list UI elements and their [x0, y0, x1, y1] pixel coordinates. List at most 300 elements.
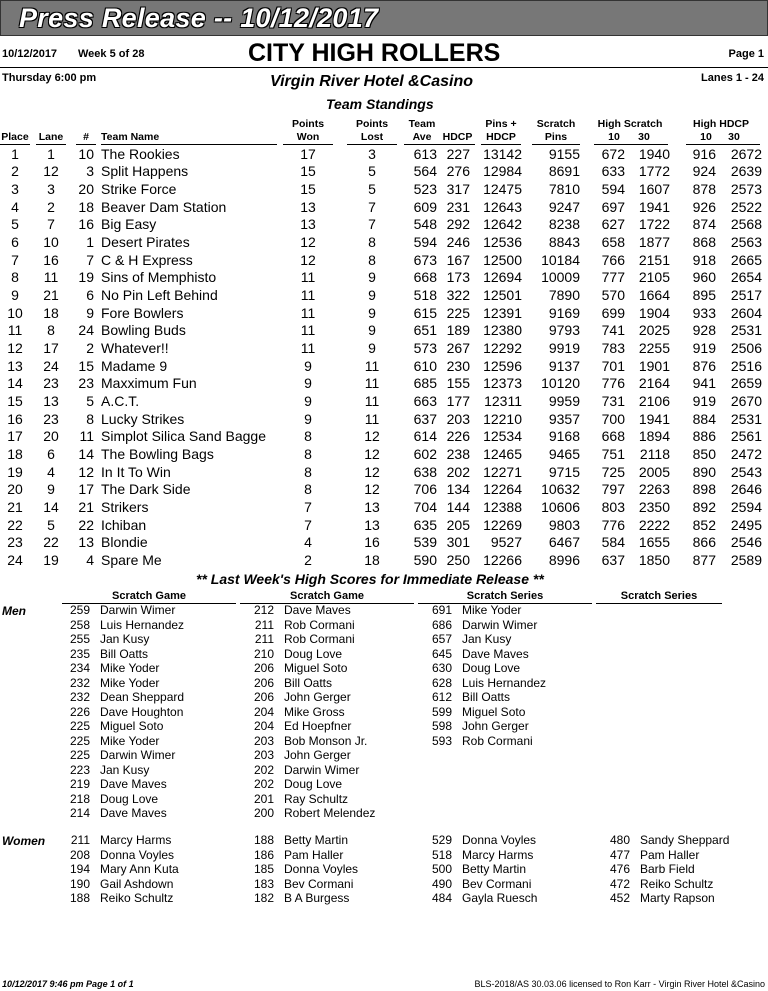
table-row: [0, 464, 768, 482]
cell-lost: 5: [368, 163, 376, 180]
score: 480: [609, 833, 630, 847]
score: 518: [431, 847, 452, 862]
score: 194: [69, 862, 90, 876]
col-place: Place: [1, 131, 29, 143]
table-row: [0, 163, 768, 181]
cell-lane: 22: [43, 534, 59, 551]
cell-ave: 638: [413, 463, 437, 480]
col-scratch-top: Scratch: [536, 118, 576, 130]
cell-lane: 23: [43, 375, 59, 392]
score: 645: [431, 646, 452, 661]
cell-hh10: 895: [692, 286, 716, 303]
cell-lane: 13: [43, 393, 59, 410]
cell-won: 8: [304, 446, 312, 463]
cell-number: 12: [78, 463, 94, 480]
table-row: [0, 340, 768, 358]
score: 206: [253, 675, 274, 690]
table-row: [0, 499, 768, 517]
score: 186: [253, 847, 274, 862]
cell-place: 20: [7, 481, 23, 498]
score: 203: [253, 733, 274, 748]
cell-scratch: 9169: [548, 304, 580, 321]
score: 203: [253, 748, 274, 762]
table-row: [0, 393, 768, 411]
cell-scratch: 8691: [548, 163, 580, 180]
cell-pins: 12271: [483, 463, 522, 480]
cell-hdcp: 292: [446, 216, 470, 233]
cell-number: 7: [86, 251, 94, 268]
cell-hdcp: 250: [446, 552, 470, 569]
cell-team: No Pin Left Behind: [101, 286, 218, 303]
bowler-name: Mike Gross: [284, 704, 345, 719]
cell-ave: 539: [413, 534, 437, 551]
cell-ave: 637: [413, 410, 437, 427]
cell-hdcp: 173: [446, 269, 470, 286]
cell-hh10: 850: [692, 446, 716, 463]
cell-pins: 12380: [483, 322, 522, 339]
cell-hh10: 877: [692, 552, 716, 569]
cell-lost: 9: [368, 304, 376, 321]
cell-number: 14: [78, 446, 94, 463]
table-row: [0, 199, 768, 217]
score: 476: [609, 862, 630, 876]
cell-hh10: 886: [692, 428, 716, 445]
cell-lane: 23: [43, 410, 59, 427]
cell-ave: 651: [413, 322, 437, 339]
cell-hh10: 960: [692, 269, 716, 286]
cell-pins: 12465: [483, 446, 522, 463]
cell-hh30: 2573: [730, 180, 762, 197]
cell-ave: 706: [413, 481, 437, 498]
cell-number: 22: [78, 516, 94, 533]
cell-hs10: 633: [601, 163, 625, 180]
col-hdcp: HDCP: [442, 131, 473, 143]
section-scratch-game-2: Scratch Game: [240, 590, 414, 604]
col-won-top: Points: [291, 118, 325, 130]
score: 255: [69, 632, 90, 646]
cell-lost: 13: [364, 516, 380, 533]
cell-won: 9: [304, 393, 312, 410]
cell-place: 16: [7, 410, 23, 427]
bowler-name: Sandy Sheppard: [640, 833, 730, 847]
bowler-name: Dave Maves: [100, 806, 167, 820]
cell-pins: 12391: [483, 304, 522, 321]
women-label: Women: [2, 834, 46, 848]
banner-title: Press Release -- 10/12/2017: [19, 3, 379, 33]
cell-ave: 615: [413, 304, 437, 321]
cell-won: 4: [304, 534, 312, 551]
cell-number: 18: [78, 198, 94, 215]
page-number: Page 1: [728, 48, 764, 60]
cell-hh10: 876: [692, 357, 716, 374]
score: 211: [254, 632, 274, 646]
col-high-hdcp: High HDCP: [693, 118, 749, 130]
cell-hs30: 2164: [638, 375, 670, 392]
high-scores-title: ** Last Week's High Scores for Immediate Release **: [196, 571, 544, 587]
cell-hs30: 1655: [638, 534, 670, 551]
table-row: [0, 428, 768, 446]
cell-won: 11: [300, 304, 316, 321]
footer-left: 10/12/2017 9:46 pm Page 1 of 1: [2, 979, 134, 989]
cell-place: 24: [7, 552, 23, 569]
cell-scratch: 9803: [548, 516, 580, 533]
score: 691: [431, 603, 452, 617]
bowler-name: Bill Oatts: [284, 675, 333, 690]
cell-won: 15: [300, 180, 316, 197]
score: 200: [253, 806, 274, 820]
cell-lane: 10: [43, 233, 59, 250]
cell-hs10: 783: [601, 339, 625, 356]
bowler-name: Rob Cormani: [284, 632, 355, 646]
cell-pins: 12500: [483, 251, 522, 268]
cell-place: 23: [7, 534, 23, 551]
cell-team: The Bowling Bags: [101, 446, 214, 463]
cell-hs10: 699: [601, 304, 625, 321]
cell-team: Split Happens: [101, 163, 189, 180]
cell-scratch: 9959: [548, 393, 580, 410]
cell-hh10: 933: [692, 304, 716, 321]
score: 477: [609, 847, 630, 862]
cell-lost: 18: [364, 552, 380, 569]
score: 259: [69, 603, 90, 617]
cell-lost: 8: [368, 233, 376, 250]
cell-hh30: 2472: [730, 446, 762, 463]
cell-lost: 12: [364, 481, 380, 498]
bowler-name: Dave Houghton: [100, 704, 184, 719]
cell-place: 18: [7, 446, 23, 463]
cell-number: 5: [86, 393, 94, 410]
cell-place: 1: [11, 145, 19, 162]
cell-ave: 548: [413, 216, 437, 233]
cell-hh30: 2517: [730, 286, 762, 303]
cell-team: The Rookies: [101, 145, 180, 162]
cell-won: 13: [300, 216, 316, 233]
cell-hs30: 1850: [638, 552, 670, 569]
cell-place: 5: [11, 216, 19, 233]
cell-scratch: 9155: [548, 145, 580, 162]
score: 208: [69, 847, 90, 862]
cell-place: 8: [11, 269, 19, 286]
score: 452: [609, 891, 630, 905]
cell-won: 12: [300, 233, 316, 250]
cell-ave: 610: [413, 357, 437, 374]
cell-hh10: 928: [692, 322, 716, 339]
cell-hdcp: 167: [446, 251, 470, 268]
score: 225: [69, 748, 90, 762]
cell-place: 10: [7, 304, 23, 321]
cell-hh30: 2563: [730, 233, 762, 250]
cell-place: 11: [7, 322, 23, 339]
bowler-name: B A Burgess: [284, 891, 350, 905]
cell-lost: 9: [368, 322, 376, 339]
cell-hs10: 658: [601, 233, 625, 250]
cell-hs30: 1940: [638, 145, 670, 162]
cell-scratch: 6467: [548, 534, 580, 551]
cell-place: 7: [11, 251, 19, 268]
cell-pins: 12536: [483, 233, 522, 250]
cell-lane: 20: [43, 428, 59, 445]
score: 182: [253, 891, 274, 905]
col-pins-hdcp: HDCP: [486, 131, 516, 143]
bowler-name: Ray Schultz: [284, 791, 349, 806]
cell-hs10: 777: [601, 269, 625, 286]
cell-hs10: 594: [601, 180, 625, 197]
cell-scratch: 10606: [541, 499, 580, 516]
lanes-range: Lanes 1 - 24: [701, 72, 764, 84]
day-time: Thursday 6:00 pm: [2, 72, 97, 84]
cell-hdcp: 231: [446, 198, 470, 215]
cell-hs30: 1664: [638, 286, 670, 303]
cell-team: Desert Pirates: [101, 233, 190, 250]
cell-place: 15: [7, 393, 23, 410]
score: 206: [253, 661, 274, 675]
score: 212: [253, 603, 274, 617]
cell-hh10: 918: [692, 251, 716, 268]
cell-hh30: 2531: [730, 322, 762, 339]
bowler-name: Rob Cormani: [462, 733, 533, 748]
bowler-name: Betty Martin: [284, 833, 349, 847]
cell-hdcp: 230: [446, 357, 470, 374]
cell-hdcp: 155: [446, 375, 470, 392]
cell-hs30: 2151: [638, 251, 670, 268]
cell-ave: 602: [413, 446, 437, 463]
score: 183: [253, 876, 274, 891]
bowler-name: Bill Oatts: [462, 690, 511, 704]
cell-hs30: 2025: [638, 322, 670, 339]
league-title: CITY HIGH ROLLERS: [248, 39, 501, 67]
cell-hdcp: 301: [446, 534, 470, 551]
score: 218: [69, 791, 90, 806]
cell-place: 19: [7, 463, 23, 480]
cell-hh30: 2543: [730, 463, 762, 480]
score: 630: [431, 661, 452, 675]
cell-number: 21: [78, 499, 94, 516]
cell-lost: 11: [364, 410, 380, 427]
cell-lost: 5: [368, 180, 376, 197]
cell-hdcp: 322: [446, 286, 470, 303]
cell-pins: 12373: [483, 375, 522, 392]
cell-lane: 21: [43, 286, 59, 303]
bowler-name: Mike Yoder: [100, 675, 160, 690]
bowler-name: Betty Martin: [462, 862, 527, 876]
cell-scratch: 9247: [548, 198, 580, 215]
cell-team: Beaver Dam Station: [101, 198, 227, 215]
cell-hdcp: 317: [446, 180, 470, 197]
cell-hh30: 2665: [730, 251, 762, 268]
cell-scratch: 8843: [548, 233, 580, 250]
cell-number: 16: [78, 216, 94, 233]
cell-hh30: 2495: [730, 516, 762, 533]
cell-hs30: 1901: [638, 357, 670, 374]
cell-place: 4: [11, 198, 19, 215]
footer-right: BLS-2018/AS 30.03.06 licensed to Ron Karr - Virgin River Hotel &Casino: [474, 979, 765, 989]
table-row: [0, 269, 768, 287]
table-row: [0, 216, 768, 234]
bowler-name: Robert Melendez: [284, 806, 376, 820]
cell-ave: 614: [413, 428, 437, 445]
bowler-name: Doug Love: [100, 791, 159, 806]
bowler-name: Dave Maves: [284, 603, 351, 617]
score: 185: [253, 862, 274, 876]
cell-number: 10: [78, 145, 94, 162]
cell-hh10: 884: [692, 410, 716, 427]
cell-lane: 8: [47, 322, 55, 339]
cell-hh30: 2659: [730, 375, 762, 392]
cell-hdcp: 134: [446, 481, 470, 498]
cell-hh10: 892: [692, 499, 716, 516]
cell-hs10: 776: [601, 516, 625, 533]
cell-hdcp: 225: [446, 304, 470, 321]
header-date: 10/12/2017: [2, 48, 58, 60]
cell-lane: 1: [47, 145, 55, 162]
cell-hs10: 725: [601, 463, 625, 480]
cell-ave: 635: [413, 516, 437, 533]
cell-hh30: 2531: [730, 410, 762, 427]
cell-pins: 12269: [483, 516, 522, 533]
cell-scratch: 8996: [548, 552, 580, 569]
cell-hs10: 627: [601, 216, 625, 233]
cell-lane: 3: [47, 180, 55, 197]
cell-team: Bowling Buds: [101, 322, 186, 339]
table-row: [0, 375, 768, 393]
cell-team: Big Easy: [101, 216, 157, 233]
cell-hs30: 2263: [638, 481, 670, 498]
col-lost-top: Points: [355, 118, 389, 130]
cell-number: 6: [86, 286, 94, 303]
cell-lost: 11: [364, 393, 380, 410]
score: 484: [431, 891, 452, 905]
cell-lost: 7: [368, 198, 376, 215]
score: 612: [431, 690, 452, 704]
cell-team: A.C.T.: [101, 393, 140, 410]
cell-team: Fore Bowlers: [101, 304, 184, 321]
cell-hs30: 2118: [639, 446, 670, 463]
cell-ave: 590: [413, 552, 437, 569]
score: 202: [253, 777, 274, 791]
cell-lane: 7: [47, 216, 55, 233]
col-scratch-pins: Pins: [544, 131, 568, 143]
cell-hh30: 2639: [730, 163, 762, 180]
cell-number: 3: [86, 163, 94, 180]
cell-number: 15: [78, 357, 94, 374]
cell-hs30: 1607: [638, 180, 670, 197]
cell-number: 8: [86, 410, 94, 427]
cell-pins: 12501: [483, 286, 522, 303]
cell-hh10: 916: [692, 145, 716, 162]
col-ave: Ave: [412, 131, 432, 143]
bowler-name: Darwin Wimer: [100, 748, 176, 762]
score: 204: [253, 719, 274, 733]
col-lane: Lane: [38, 131, 64, 143]
table-row: [0, 287, 768, 305]
cell-hh30: 2506: [730, 339, 762, 356]
score: 225: [69, 719, 90, 733]
col-high-scratch-30: 30: [638, 131, 650, 143]
cell-hh10: 868: [692, 233, 716, 250]
cell-ave: 573: [413, 339, 437, 356]
table-row: [0, 446, 768, 464]
cell-hs10: 697: [601, 198, 625, 215]
cell-hs30: 2005: [638, 463, 670, 480]
bowler-name: Bob Monson Jr.: [284, 733, 368, 748]
section-scratch-series-2: Scratch Series: [596, 590, 722, 604]
cell-lane: 24: [43, 357, 59, 374]
score: 201: [253, 791, 274, 806]
col-pins-top: Pins +: [485, 118, 517, 130]
cell-ave: 518: [413, 286, 437, 303]
cell-pins: 12984: [483, 163, 522, 180]
cell-ave: 673: [413, 251, 437, 268]
col-ave-top: Team: [408, 118, 436, 130]
cell-number: 17: [78, 481, 94, 498]
cell-team: Maxximum Fun: [101, 375, 197, 392]
table-row: [0, 517, 768, 535]
section-scratch-series-1: Scratch Series: [418, 590, 592, 604]
cell-hdcp: 267: [446, 339, 470, 356]
cell-hs30: 2255: [638, 339, 670, 356]
score: 235: [69, 646, 90, 661]
score: 628: [431, 675, 452, 690]
score: 223: [69, 762, 90, 777]
cell-ave: 704: [413, 499, 437, 516]
cell-lost: 8: [368, 251, 376, 268]
score: 190: [69, 876, 90, 891]
cell-hdcp: 144: [446, 499, 470, 516]
cell-lost: 13: [364, 499, 380, 516]
cell-hh30: 2589: [730, 552, 762, 569]
bowler-name: John Gerger: [462, 719, 529, 733]
score: 210: [253, 646, 274, 661]
cell-hdcp: 202: [446, 463, 470, 480]
cell-hs30: 2105: [638, 269, 670, 286]
cell-won: 7: [304, 499, 312, 516]
cell-lane: 9: [47, 481, 55, 498]
bowler-name: Jan Kusy: [100, 762, 150, 777]
bowler-name: John Gerger: [284, 690, 351, 704]
cell-hh10: 878: [692, 180, 716, 197]
cell-won: 11: [300, 269, 316, 286]
cell-lane: 5: [47, 516, 55, 533]
score: 472: [609, 876, 630, 891]
bowler-name: Darwin Wimer: [284, 762, 360, 777]
cell-hs10: 797: [601, 481, 625, 498]
bowler-name: Dean Sheppard: [100, 690, 185, 704]
cell-scratch: 8238: [548, 216, 580, 233]
cell-hs30: 1877: [638, 233, 670, 250]
cell-hdcp: 177: [446, 393, 470, 410]
score: 529: [431, 833, 452, 847]
score: 226: [69, 704, 90, 719]
cell-number: 9: [86, 304, 94, 321]
bowler-name: Mike Yoder: [100, 733, 160, 748]
cell-hdcp: 189: [446, 322, 470, 339]
col-high-hdcp-30: 30: [728, 131, 740, 143]
cell-pins: 12388: [483, 499, 522, 516]
cell-won: 17: [300, 145, 316, 162]
cell-team: Simplot Silica Sand Bagge: [101, 428, 266, 445]
cell-won: 8: [304, 428, 312, 445]
col-won: Won: [296, 131, 320, 143]
bowler-name: Marty Rapson: [640, 891, 715, 905]
score: 204: [253, 704, 274, 719]
cell-hdcp: 246: [446, 233, 470, 250]
cell-hs10: 672: [601, 145, 625, 162]
cell-hh10: 866: [692, 534, 716, 551]
press-release-banner: [0, 0, 768, 36]
cell-team: The Dark Side: [101, 481, 191, 498]
cell-place: 22: [7, 516, 23, 533]
cell-won: 9: [304, 410, 312, 427]
